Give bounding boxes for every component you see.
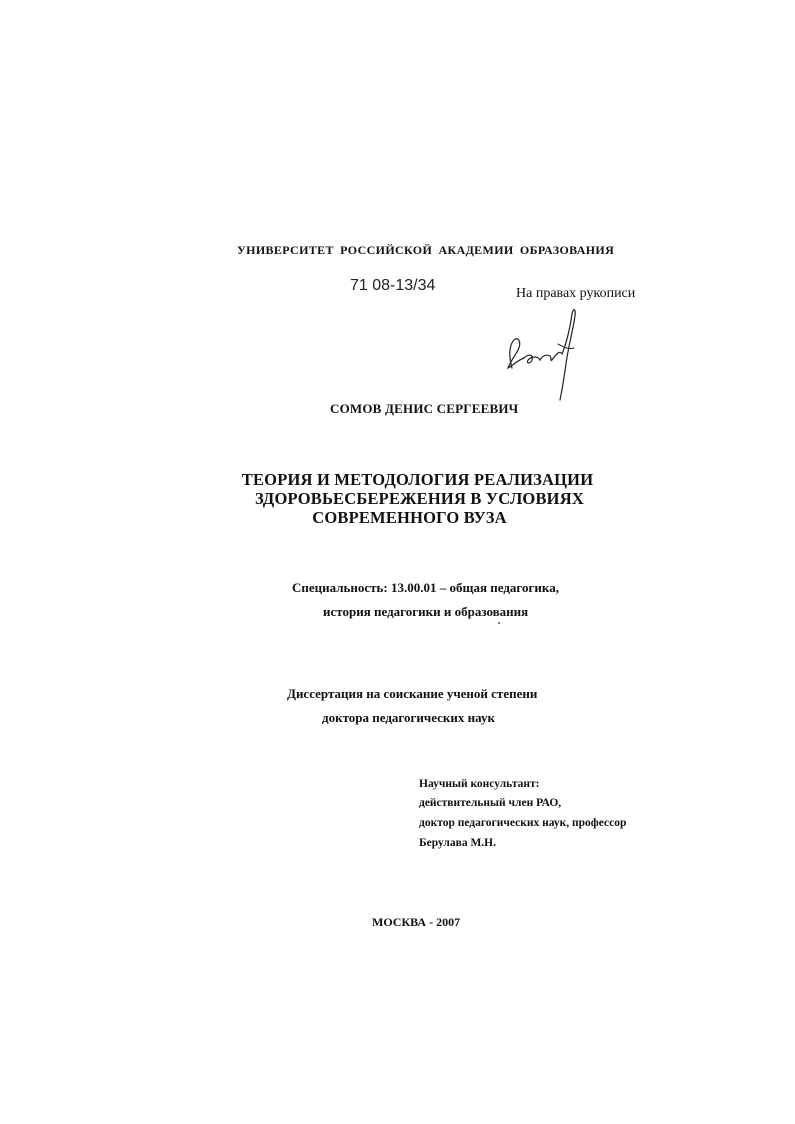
- consultant-name: Берулава М.Н.: [419, 837, 497, 849]
- title-line-3: СОВРЕМЕННОГО ВУЗА: [312, 508, 507, 527]
- dissertation-line-2: доктора педагогических наук: [322, 710, 495, 725]
- title-line-2: ЗДОРОВЬЕСБЕРЕЖЕНИЯ В УСЛОВИЯХ: [255, 489, 584, 508]
- scan-speck: [498, 622, 500, 624]
- manuscript-note: На правах рукописи: [516, 286, 636, 301]
- consultant-heading: Научный консультант:: [419, 778, 540, 790]
- dissertation-title: [0, 470, 795, 527]
- consultant-line-2: действительный член РАО,: [419, 797, 562, 809]
- university-name: УНИВЕРСИТЕТ РОССИЙСКОЙ АКАДЕМИИ ОБРАЗОВАНИЯ: [237, 243, 615, 257]
- registration-number: 71 08-13/34: [350, 277, 436, 294]
- specialty-line-1: Специальность: 13.00.01 – общая педагогика,: [292, 580, 559, 595]
- dissertation-line-1: Диссертация на соискание ученой степени: [287, 686, 538, 701]
- city-year: МОСКВА - 2007: [372, 915, 461, 929]
- title-line-1: ТЕОРИЯ И МЕТОДОЛОГИЯ РЕАЛИЗАЦИИ: [241, 470, 594, 489]
- signature-icon: [500, 304, 590, 406]
- author-name: СОМОВ ДЕНИС СЕРГЕЕВИЧ: [330, 401, 519, 416]
- consultant-line-3: доктор педагогических наук, профессор: [419, 817, 627, 829]
- specialty-line-2: история педагогики и образования: [323, 604, 529, 619]
